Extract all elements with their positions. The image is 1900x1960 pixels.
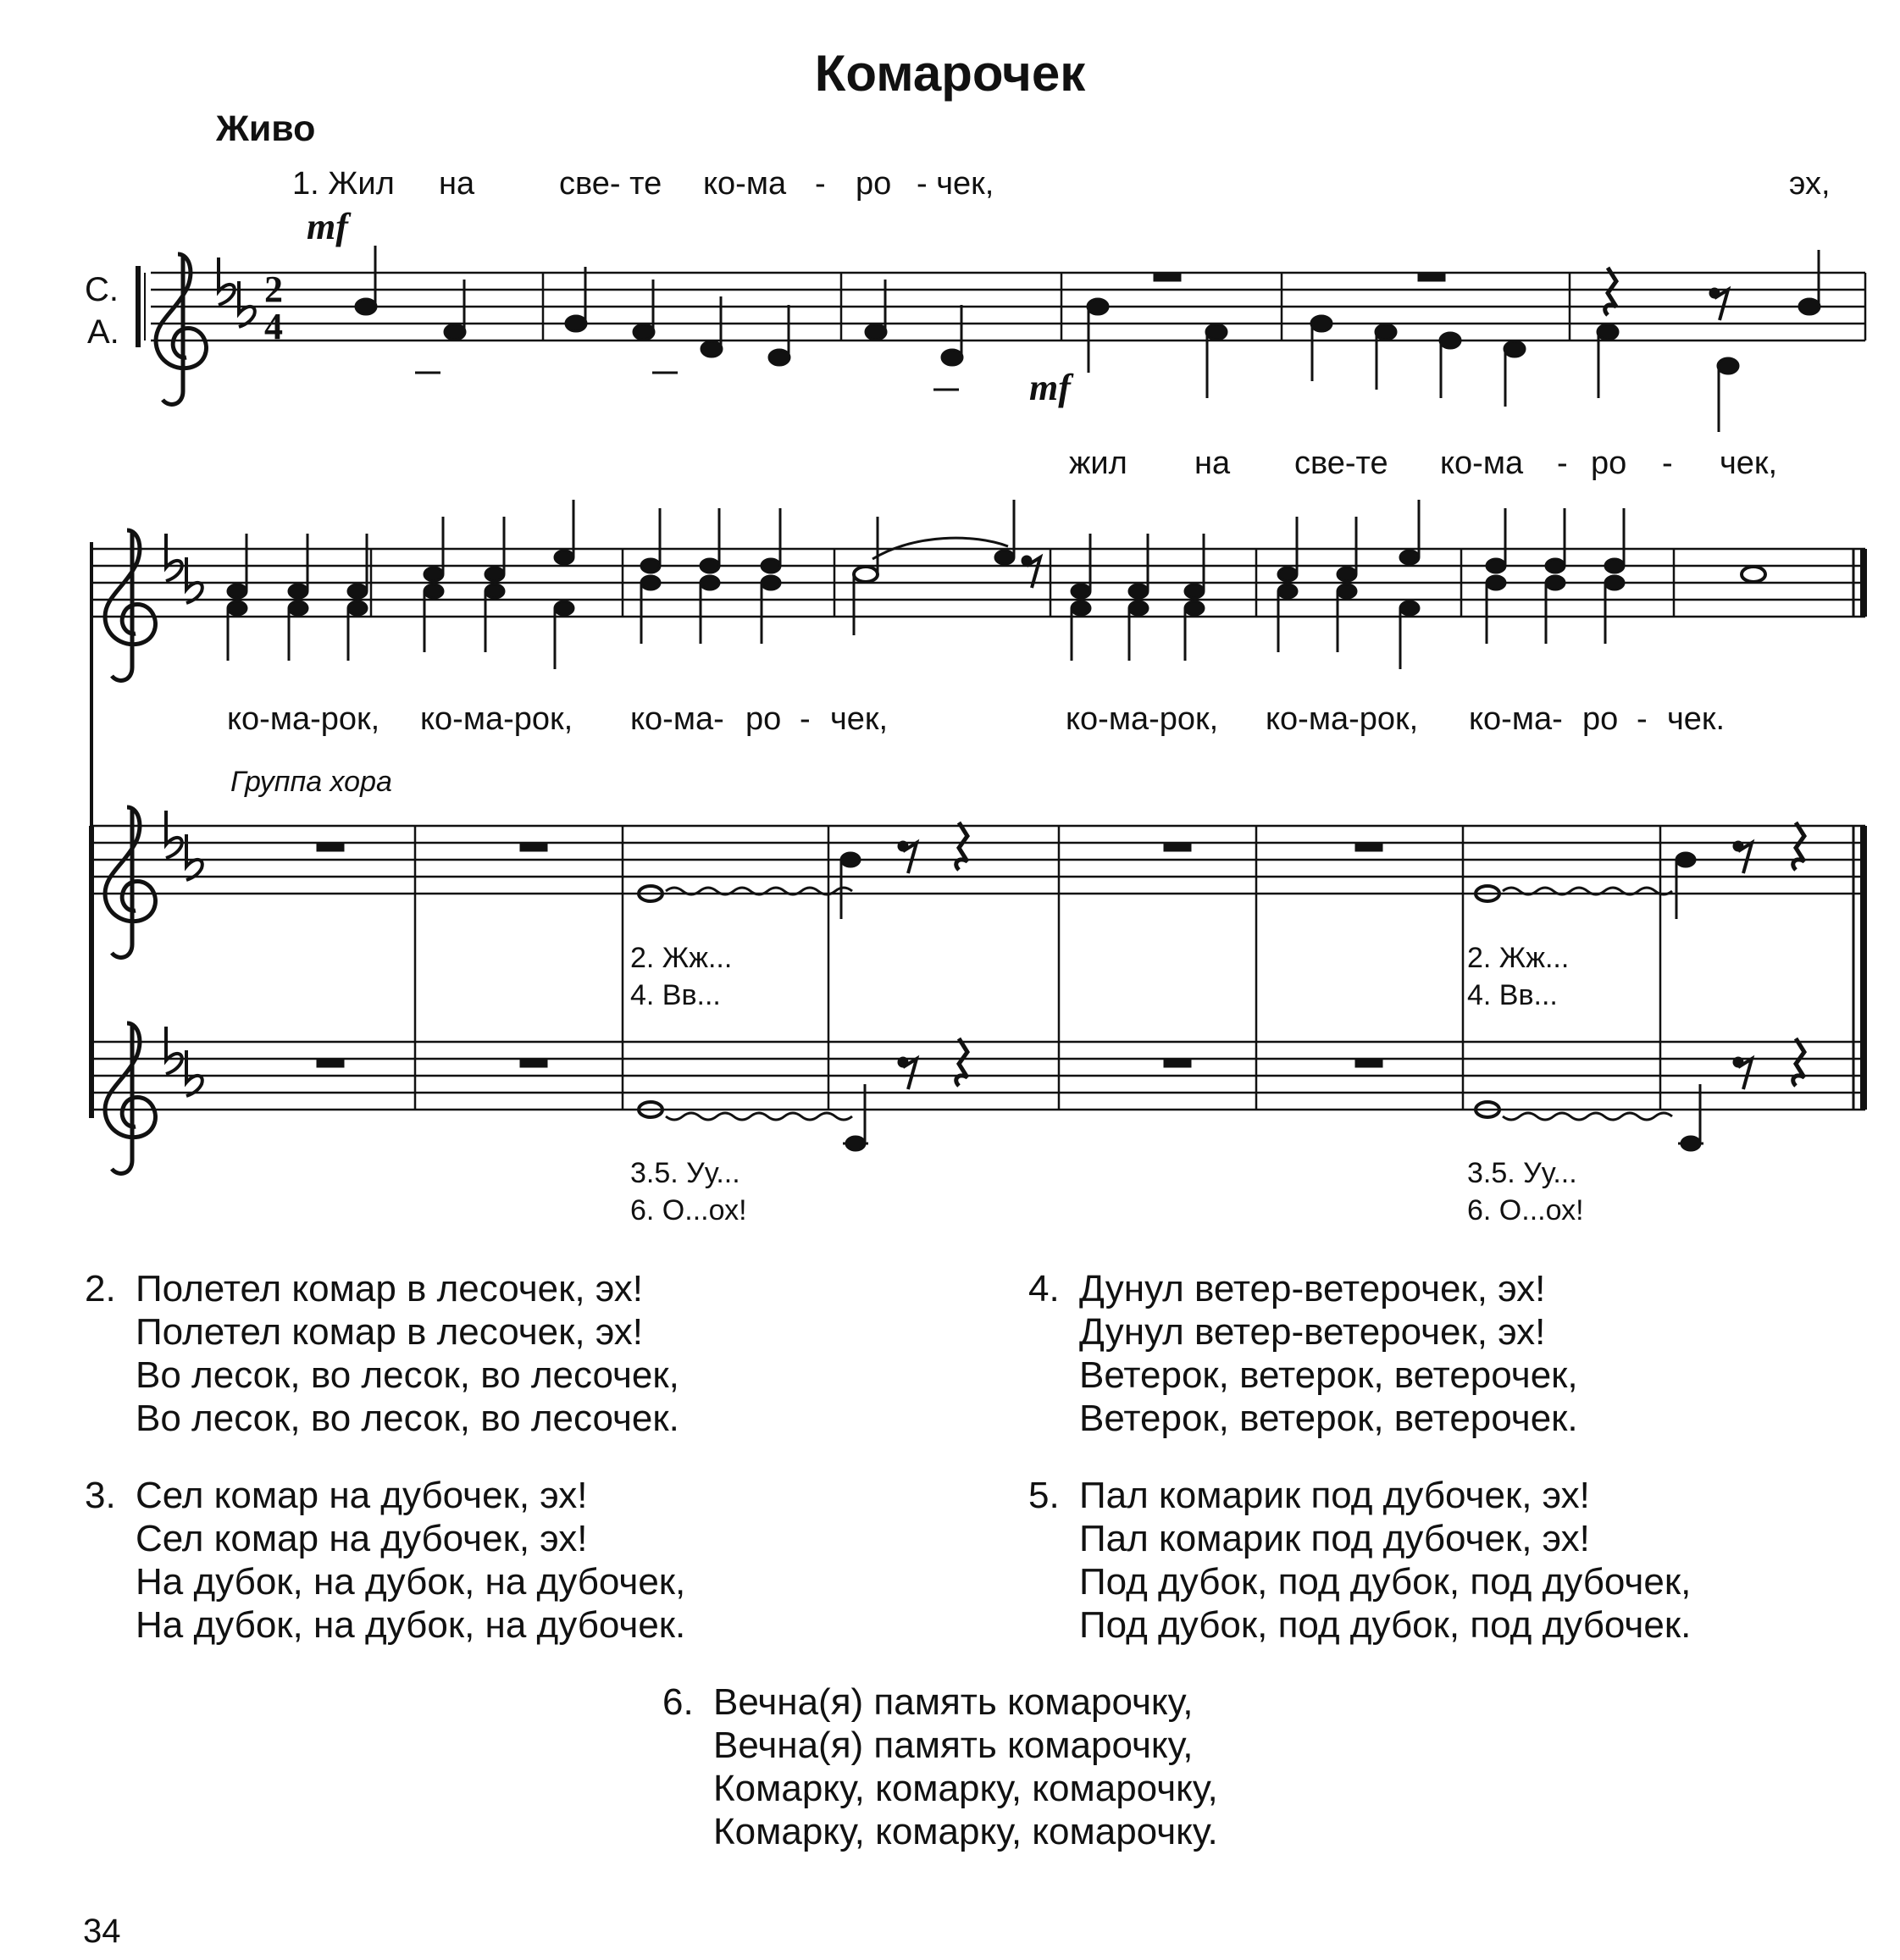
dynamic-mf: mf (1029, 367, 1071, 408)
system-2 (91, 500, 1865, 1118)
lyric-syllable: ко-ма- (630, 701, 724, 737)
svg-text:2: 2 (264, 269, 283, 310)
group-vocalise: 6. О...ох! (1467, 1194, 1584, 1226)
page-number: 34 (83, 1913, 121, 1950)
lyric-syllable: чек, (1720, 446, 1778, 481)
lyric-syllable: све- те (559, 166, 662, 202)
verse-line: Под дубок, под дубок, под дубочек. (1079, 1604, 1692, 1646)
dynamic-mf: mf (307, 206, 348, 247)
lyric-syllable: ро (856, 166, 892, 202)
lyric-syllable: ро (1582, 701, 1619, 737)
verse-line: Вечна(я) память комарочку, (713, 1725, 1194, 1766)
verse-block (1028, 1267, 1578, 1440)
lyric-syllable: ро (1591, 446, 1627, 481)
group-vocalise: 2. Жж... (1467, 942, 1570, 974)
verse-line: Под дубок, под дубок, под дубочек, (1079, 1561, 1692, 1603)
lyric-syllable: на (1194, 446, 1231, 481)
lyric-syllable: на (439, 166, 475, 202)
verse-line: Во лесок, во лесок, во лесочек. (136, 1398, 679, 1439)
system-1 (138, 246, 1865, 432)
lyric-syllable: ко-ма-рок, (420, 701, 573, 737)
lyric-syllable: эх, (1789, 166, 1831, 202)
verse-line: Вечна(я) память комарочку, (713, 1681, 1194, 1723)
group-vocalise: 4. Вв... (630, 979, 721, 1011)
verse-line: Ветерок, ветерок, ветерочек. (1079, 1398, 1578, 1439)
soprano-label: С. (85, 271, 119, 308)
group-vocalise: 6. О...ох! (630, 1194, 747, 1226)
lyric-syllable: - (1557, 446, 1568, 481)
verse-number: 6. (662, 1681, 694, 1723)
lyric-syllable: - (1637, 701, 1648, 737)
verse-number: 4. (1028, 1268, 1060, 1309)
lyric-syllable: чек, (830, 701, 889, 737)
verse-block (1028, 1474, 1692, 1647)
lyric-syllable: ко-ма (1440, 446, 1524, 481)
lyric-syllable: - (1662, 446, 1673, 481)
group-vocalise: 3.5. Уу... (630, 1157, 740, 1189)
lyric-syllable: 1. Жил (292, 166, 395, 202)
lyric-syllable: ко-ма-рок, (227, 701, 380, 737)
lyric-syllable: чек. (1667, 701, 1726, 737)
alto-label: А. (87, 313, 119, 351)
system-3 (91, 807, 1865, 1173)
verse-number: 2. (85, 1268, 116, 1309)
choir-group-label: Группа хора (230, 766, 392, 798)
lyric-syllable: ко-ма-рок, (1066, 701, 1219, 737)
verse-line: Ветерок, ветерок, ветерочек, (1079, 1354, 1578, 1396)
lyric-syllable: све-те (1294, 446, 1388, 481)
verse-line: Полетел комар в лесочек, эх! (136, 1268, 644, 1309)
verse-line: На дубок, на дубок, на дубочек. (136, 1604, 686, 1646)
lyric-syllable: ко-ма (703, 166, 787, 202)
verse-line: Дунул ветер-ветерочек, эх! (1079, 1311, 1546, 1353)
svg-text:4: 4 (264, 306, 283, 347)
lyric-syllable: - (800, 701, 811, 737)
lyric-syllable: ко-ма- (1469, 701, 1563, 737)
verse-line: На дубок, на дубок, на дубочек, (136, 1561, 686, 1603)
verse-line: Сел комар на дубочек, эх! (136, 1475, 588, 1516)
group-vocalise: 3.5. Уу... (1467, 1157, 1577, 1189)
group-vocalise: 2. Жж... (630, 942, 733, 974)
verse-number: 3. (85, 1475, 116, 1516)
lyric-syllable: ко-ма-рок, (1266, 701, 1419, 737)
lyric-syllable: жил (1069, 446, 1127, 481)
song-title: Комарочек (814, 45, 1086, 102)
verse-block (662, 1680, 1218, 1853)
verse-line: Полетел комар в лесочек, эх! (136, 1311, 644, 1353)
verse-line: Дунул ветер-ветерочек, эх! (1079, 1268, 1546, 1309)
verse-block (85, 1474, 686, 1647)
verse-line: Комарку, комарку, комарочку, (713, 1768, 1218, 1809)
verse-line: Сел комар на дубочек, эх! (136, 1518, 588, 1559)
verse-line: Комарку, комарку, комарочку. (713, 1811, 1218, 1852)
lyric-syllable: - чек, (917, 166, 994, 202)
verse-number: 5. (1028, 1475, 1060, 1516)
lyric-syllable: - (815, 166, 826, 202)
tempo-marking: Живо (216, 108, 316, 149)
lyric-syllable: ро (745, 701, 782, 737)
group-vocalise: 4. Вв... (1467, 979, 1558, 1011)
verse-line: Пал комарик под дубочек, эх! (1079, 1518, 1590, 1559)
verse-line: Во лесок, во лесок, во лесочек, (136, 1354, 679, 1396)
verse-block (85, 1267, 679, 1440)
verse-line: Пал комарик под дубочек, эх! (1079, 1475, 1590, 1516)
